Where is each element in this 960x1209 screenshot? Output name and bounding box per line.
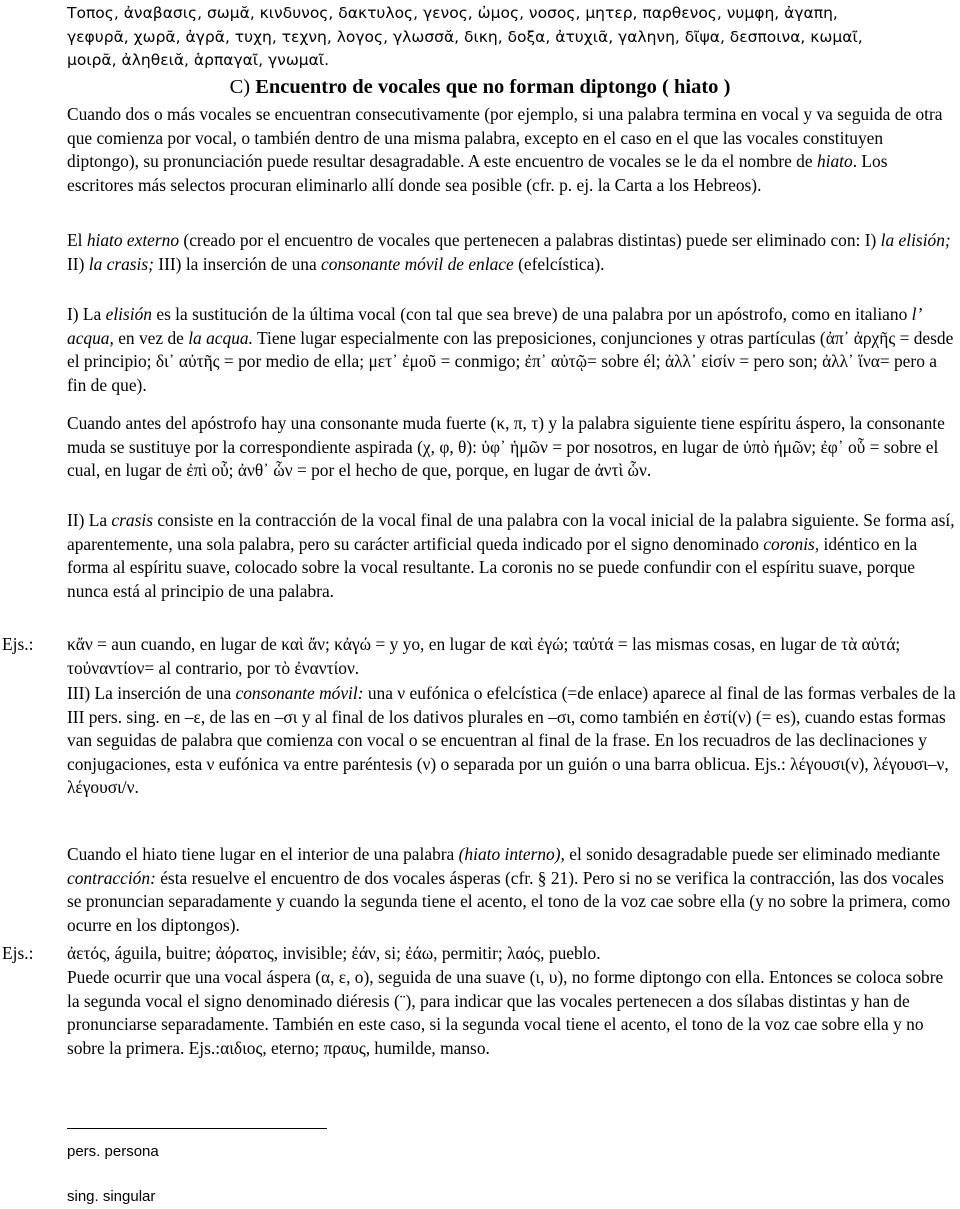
text: en vez de xyxy=(113,327,189,348)
text: consiste en la contracción de la vocal final de una palabra con la vocal inicial de la palabra siguiente. Se forma así, aparentemente, una sola palabra, pero su carácter artificial queda indicado por el signo denominado xyxy=(67,510,955,554)
examples-label: Ejs.: xyxy=(2,943,34,963)
heading-title: Encuentro de vocales que no forman diptongo ( xyxy=(255,76,669,98)
text: es la sustitución de la última vocal (con tal que sea breve) de una palabra por un apóstrofo, como en italiano xyxy=(152,304,912,324)
text: Cuando dos o más vocales se encuentran consecutivamente (por ejemplo, si una palabra termina en vocal y va seguida de otra que comienza por vocal, o también dentro de una misma palabra, excepto en el caso en el que las vocales constituyen diptongo), su pronunciación puede resultar desagradable. A este encuentro de vocales se le da el nombre de xyxy=(67,104,943,172)
section-heading xyxy=(0,75,960,99)
text: (efelcística). xyxy=(513,253,605,274)
term-crasis: crasis xyxy=(111,510,153,530)
paragraph-aspiradas: Cuando antes del apóstrofo hay una consonante muda fuerte (κ, π, τ) y la palabra siguiente tiene espíritu áspero, la consonante muda se sustituye por la correspondiente aspirada (χ, φ, θ): ὑφ᾽ ἡμῶν = por nosotros, en lugar de ὑπὸ ἡμῶν; ἐφ᾽ οὗ = sobre el cual, en lugar de ἐπὶ οὗ; ἀνθ᾽ ὧν = por el hecho de que, porque, en lugar de ἀντὶ ὧν. xyxy=(67,413,945,481)
paragraph-hiato-examples: ἀετός, águila, buitre; ἀόρατος, invisible; ἐάν, si; ἐάω, permitir; λαός, pueblo. xyxy=(67,943,601,963)
term-hiato: hiato xyxy=(816,151,853,172)
paragraph-crasis xyxy=(67,509,957,603)
paragraph-hiato-definition xyxy=(67,103,957,197)
text: III) La inserción de una xyxy=(67,683,236,703)
example-lacqua: l’ acqua, xyxy=(67,304,921,348)
text: II) xyxy=(67,253,89,274)
text: (creado por el encuentro de vocales que pertenecen a palabras distintas) puede ser eliminado con: I) xyxy=(179,230,881,250)
term-crasis: la crasis; xyxy=(88,253,154,274)
text: ésta resuelve el encuentro de dos vocales ásperas (cfr. § 21). Pero si no se verifica la contracción, las dos vocales se pronuncian separadamente y cuando la segunda tiene el acento, el tono de la voz cae sobre ella (y no sobre la primera, como ocurre en los diptongos). xyxy=(67,867,951,935)
paragraph-hiato-interno xyxy=(67,843,957,937)
term-elision: elisión xyxy=(105,304,152,324)
footnote-pers: pers. persona xyxy=(67,1143,159,1160)
term-contraccion: contracción: xyxy=(67,867,156,888)
greek-vocabulary-list xyxy=(67,2,957,73)
heading-close: ) xyxy=(723,76,731,98)
term-coronis: coronis, xyxy=(763,533,820,554)
text: . Los escritores más selectos procuran eliminarlo allí donde sea posible (cfr. p. ej. la Carta a los Hebreos). xyxy=(67,151,888,195)
term-consonante-movil: consonante móvil: xyxy=(235,683,364,703)
text: II) La xyxy=(67,510,112,530)
text: Tiene lugar especialmente con las preposiciones, conjunciones y otras partículas (ἀπ᾽ ἀρχῆς = desde el principio; δι᾽ αὐτῆς = por medio de ella; μετ᾽ ἐμοῦ = conmigo; ἐπ᾽ αὐτῷ= sobre él; ἀλλ᾽ εἰσίν = pero son; ἀλλ᾽ ἵνα= pero a fin de que). xyxy=(67,327,954,395)
greek-line: γεφυρᾶ, χωρᾶ, ἀγρᾶ, τυχη, τεχνη, λογος, γλωσσᾰ, δικη, δοξα, ἀτυχιᾶ, γαληνη, δῖψα, δεσποινα, κωμαῖ, xyxy=(67,27,863,46)
footnote-divider xyxy=(67,1128,327,1129)
term-consonante-movil: consonante móvil de enlace xyxy=(321,253,514,274)
greek-line: μοιρᾶ, ἀληθειᾰ, ἁρπαγαῖ, γνωμαῖ. xyxy=(67,51,330,69)
paragraph-hiato-externo xyxy=(67,229,957,276)
footnote-sing: sing. singular xyxy=(67,1188,156,1205)
paragraph-consonante-movil xyxy=(67,682,957,800)
text: El xyxy=(67,230,87,250)
greek-line: Τοπος, ἀναβασις, σωμᾰ, κινδυνος, δακτυλος, γενος, ὠμος, νοσος, μητερ, παρθενος, νυμφη, ἀγαπη, xyxy=(67,4,838,22)
term-hiato-externo: hiato externo xyxy=(86,230,180,250)
paragraph-dieresis: Puede ocurrir que una vocal áspera (α, ε, ο), seguida de una suave (ι, υ), no forme diptongo con ella. Entonces se coloca sobre la segunda vocal el signo denominado diéresis (¨), para indicar que las vocales pertenecen a dos sílabas distintas y han de pronunciarse separadamente. También en este caso, si la segunda vocal tiene el acento, el tono de la voz cae sobre ella y no sobre la primera. Ejs.:αιδιος, eterno; πραυς, humilde, manso. xyxy=(67,967,944,1058)
text: el sonido desagradable puede ser eliminado mediante xyxy=(564,844,941,864)
paragraph-elision xyxy=(67,303,957,397)
example-la-acqua: la acqua. xyxy=(188,327,253,348)
heading-prefix: C) xyxy=(229,76,256,98)
text: una ν eufónica o efelcística (=de enlace) aparece al final de las formas verbales de la III pers. sing. en –ε, de las en –σι y al final de los dativos plurales en –σι, como también en ἐστί(ν) (= es), cuando estas formas van seguidas de palabra que comienza con vocal o se encuentran al final de la frase. En los recuadros de las declinaciones y conjugaciones, esta ν eufónica va entre paréntesis (ν) o separada por un guión o una barra oblicua. Ejs.: λέγουσι(ν), λέγουσι–ν, λέγουσι/ν. xyxy=(67,683,956,798)
term-elision: la elisión; xyxy=(880,230,951,250)
text: I) La xyxy=(67,304,106,324)
term-hiato-interno: (hiato interno), xyxy=(458,844,565,864)
examples-label: Ejs.: xyxy=(2,634,34,654)
text: III) la inserción de una xyxy=(153,253,322,274)
paragraph-crasis-examples: κἄν = aun cuando, en lugar de καὶ ἄν; κἀγώ = y yo, en lugar de καὶ ἐγώ; ταὐτά = las mismas cosas, en lugar de τὰ αὐτά; τοὐναντίον= al contrario, por τὸ ἐναντίον. xyxy=(67,634,901,678)
heading-hiato: hiato xyxy=(668,76,724,98)
text: Cuando el hiato tiene lugar en el interior de una palabra xyxy=(67,844,459,864)
text: idéntico en la forma al espíritu suave, colocado sobre la vocal resultante. La coronis no se puede confundir con el espíritu suave, porque nunca está al principio de una palabra. xyxy=(67,533,918,601)
